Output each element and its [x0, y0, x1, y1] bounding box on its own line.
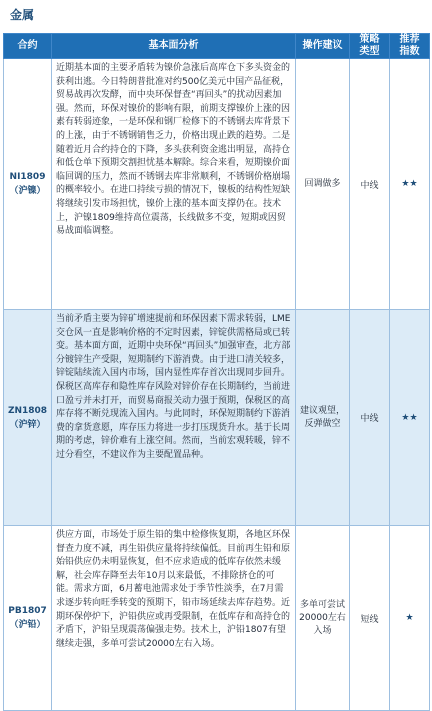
- rating-stars: ★★: [390, 310, 430, 526]
- strategy-cell: 短线: [350, 526, 390, 711]
- analysis-cell: 当前矛盾主要为锌矿增速提前和环保因素下需求转弱，LME交仓风一直是影响价格的不定时因素，锌锭供需格局或已转变。基本面方面，近期中央环保“再回头”加强审查，北方部分镀锌生产受限，短期制约下游消费。由于进口清关较多，锌锭陆续流入国内市场，国内显性库存首次出现同步回升。保税区高库存和隐性库存风险对锌价存在长期制约，当前进口盈亏并未打开，而贸易商报关动力强于预期，保税区的高库存将不断兑现流入国内。与此同时，环保短期制约下游消费的拿货意愿，库存压力将进一步打压现货升水。基于长周期的考虑，锌价难有上涨空间。然而，当前宏观转暖，锌不过分看空，不建议作为主要配置品种。: [52, 310, 296, 526]
- contract-code: PB1807: [8, 606, 47, 616]
- contract-cell: [4, 526, 52, 711]
- strategy-cell: 中线: [350, 59, 390, 310]
- header-rating: 推荐 指数: [390, 34, 430, 59]
- contract-cell: [4, 59, 52, 310]
- header-analysis: 基本面分析: [52, 34, 296, 59]
- contract-cell: [4, 310, 52, 526]
- contract-code: ZN1808: [7, 405, 48, 416]
- analysis-cell: 近期基本面的主要矛盾转为镍价急涨后高库仓下多头资金的获利出逃。今日特朗普批准对约500亿美元中国产品征税，贸易战再次发酵，而中央环保督查“再回头”的扰动因素加强。然而，环保对镍价的影响有限，前期支撑镍价上涨的因素有转弱迹象，一是环保和钢厂检修下的不锈钢去库背景下的上涨，由于不锈钢销售乏力，价格出现止跌的趋势。二是随着近月合约持仓的下降，多头获利资金逃出明显，高持仓和低仓单下预期交割担忧基本解除。综合来看，短期镍价面临回调的压力，然而不锈钢去库非常顺利，不锈钢价格崩塌的概率较小。在进口持续亏损的情况下，镍板的结构性短缺将继续引发市场担忧，镍价上涨的基本面支撑仍在。技术上，沪镍1809维持高位震荡，长线做多不变，短期或因贸易战面临调整。: [52, 59, 296, 310]
- header-operation: 操作建议: [296, 34, 350, 59]
- recommendation-table: [3, 33, 430, 711]
- strategy-cell: 中线: [350, 310, 390, 526]
- header-strategy: 策略 类型: [350, 34, 390, 59]
- contract-name: （沪铅）: [9, 620, 46, 630]
- operation-cell: 回调做多: [296, 59, 350, 310]
- table-header-row: [4, 34, 430, 59]
- table-row: [4, 526, 430, 711]
- contract-name: （沪锌）: [9, 419, 46, 430]
- section-title: 金属: [10, 8, 35, 22]
- operation-cell: 多单可尝试20000左右入场: [296, 526, 350, 711]
- rating-stars: ★: [390, 526, 430, 711]
- table-row: [4, 59, 430, 310]
- contract-code: NI1809: [9, 172, 46, 182]
- table-row: [4, 310, 430, 526]
- analysis-cell: 供应方面，市场处于原生铅的集中检修恢复期，各地区环保督查力度不减，再生铅供应量将持续偏低。目前再生铅和原始铅供应仍未明显恢复，但不应求造成的低库存依然未缓解，社会库存降至去年10月以来最低，不排除挤仓的可能。需求方面，6月蓄电池需求处于季节性淡季，在7月需求逐步转向旺季转变的预期下，铅市场延续去库存趋势。近期环保停炉下，沪铅供应或再受限制，在低库存和高持仓的矛盾下，沪铅呈现震荡偏强走势。技术上，沪铅1807有望继续走强，多单可尝试20000左右入场。: [52, 526, 296, 711]
- rating-stars: ★★: [390, 59, 430, 310]
- contract-name: （沪镍）: [9, 186, 46, 196]
- operation-cell: 建议观望，反弹做空: [296, 310, 350, 526]
- header-contract: 合约: [4, 34, 52, 59]
